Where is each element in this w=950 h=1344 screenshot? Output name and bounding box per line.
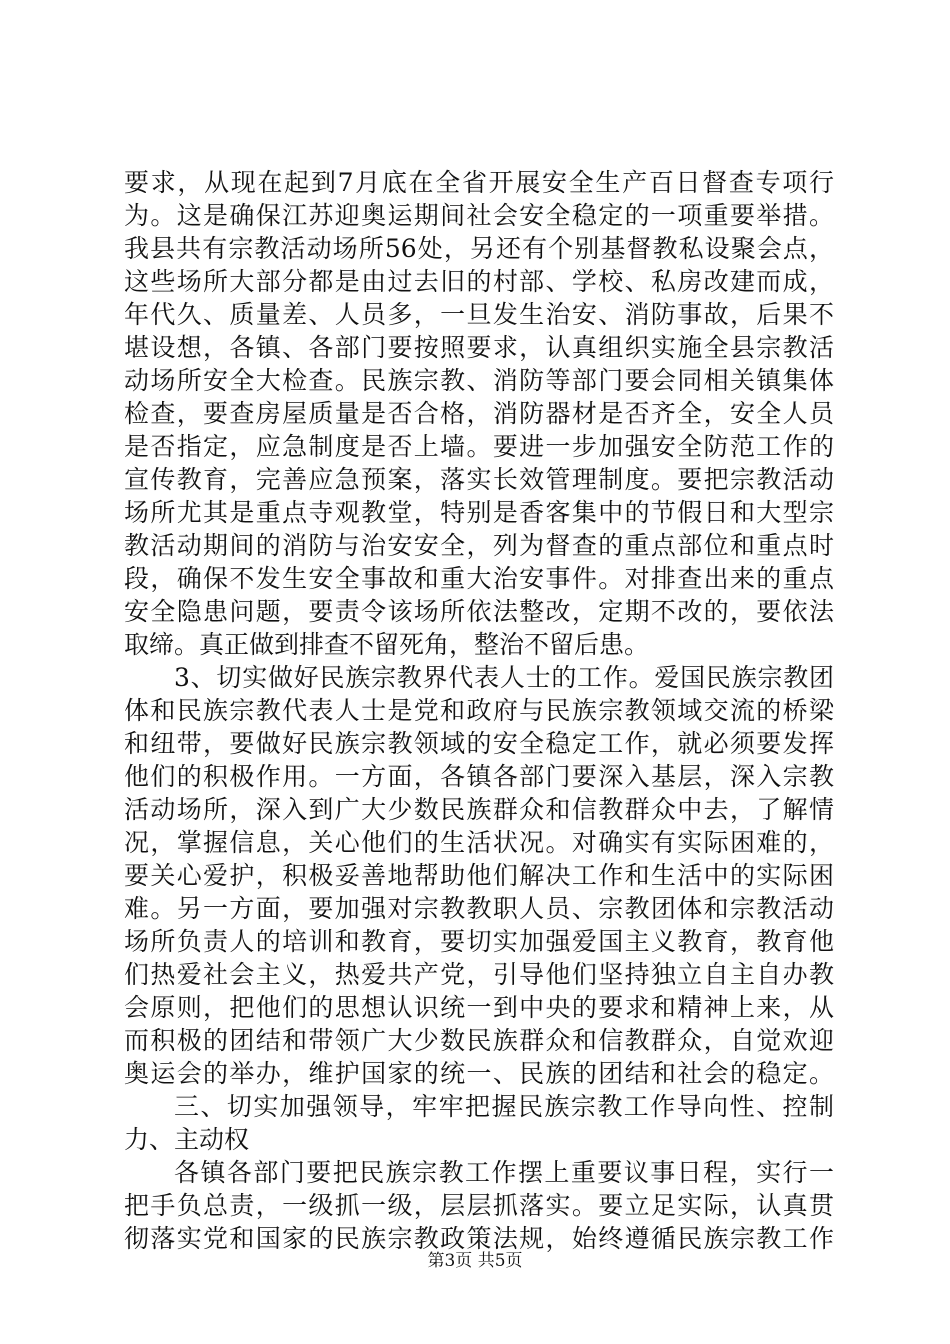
body-line: 而积极的团结和带领广大少数民族群众和信教群众，自觉欢迎 [124, 1026, 834, 1055]
body-line: 要关心爱护，积极妥善地帮助他们解决工作和生活中的实际困 [124, 861, 834, 890]
body-line: 堪设想，各镇、各部门要按照要求，认真组织实施全县宗教活 [124, 333, 834, 362]
paragraph-start-line: 各镇各部门要把民族宗教工作摆上重要议事日程，实行一 [174, 1158, 834, 1187]
body-line: 们热爱社会主义，热爱共产党，引导他们坚持独立自主自办教 [124, 960, 834, 989]
body-line: 年代久、质量差、人员多，一旦发生治安、消防事故，后果不 [124, 300, 834, 329]
body-line: 他们的积极作用。一方面，各镇各部门要深入基层，深入宗教 [124, 762, 834, 791]
body-line: 况，掌握信息，关心他们的生活状况。对确实有实际困难的， [124, 828, 834, 857]
body-line: 是否指定，应急制度是否上墙。要进一步加强安全防范工作的 [124, 432, 834, 461]
body-line: 教活动期间的消防与治安安全，列为督查的重点部位和重点时 [124, 531, 834, 560]
body-line: 取缔。真正做到排查不留死角，整治不留后患。 [124, 630, 650, 659]
body-line: 彻落实党和国家的民族宗教政策法规，始终遵循民族宗教工作 [124, 1224, 834, 1253]
body-line: 段，确保不发生安全事故和重大治安事件。对排查出来的重点 [124, 564, 834, 593]
body-line: 检查，要查房屋质量是否合格，消防器材是否齐全，安全人员 [124, 399, 834, 428]
body-line: 场所负责人的培训和教育，要切实加强爱国主义教育，教育他 [124, 927, 834, 956]
body-line: 把手负总责，一级抓一级，层层抓落实。要立足实际，认真贯 [124, 1191, 834, 1220]
body-line: 场所尤其是重点寺观教堂，特别是香客集中的节假日和大型宗 [124, 498, 834, 527]
section-heading-line: 力、主动权 [124, 1125, 250, 1154]
body-line: 体和民族宗教代表人士是党和政府与民族宗教领域交流的桥梁 [124, 696, 834, 725]
body-line: 为。这是确保江苏迎奥运期间社会安全稳定的一项重要举措。 [124, 201, 834, 230]
document-body [124, 166, 834, 1255]
body-line: 会原则，把他们的思想认识统一到中央的要求和精神上来，从 [124, 993, 834, 1022]
body-line: 要求，从现在起到7月底在全省开展安全生产百日督查专项行 [124, 168, 834, 197]
body-line: 这些场所大部分都是由过去旧的村部、学校、私房改建而成， [124, 267, 834, 296]
body-line: 和纽带，要做好民族宗教领域的安全稳定工作，就必须要发挥 [124, 729, 834, 758]
page-number-footer: 第3页 共5页 [427, 1251, 523, 1271]
body-line: 我县共有宗教活动场所56处，另还有个别基督教私设聚会点， [124, 234, 834, 263]
body-line: 动场所安全大检查。民族宗教、消防等部门要会同相关镇集体 [124, 366, 834, 395]
body-line: 奥运会的举办，维护国家的统一、民族的团结和社会的稳定。 [124, 1059, 834, 1088]
section-heading-line: 三、切实加强领导，牢牢把握民族宗教工作导向性、控制 [174, 1092, 834, 1121]
paragraph-start-line: 3、切实做好民族宗教界代表人士的工作。爱国民族宗教团 [174, 663, 834, 692]
body-line: 难。另一方面，要加强对宗教教职人员、宗教团体和宗教活动 [124, 894, 834, 923]
body-line: 宣传教育，完善应急预案，落实长效管理制度。要把宗教活动 [124, 465, 834, 494]
body-line: 活动场所，深入到广大少数民族群众和信教群众中去，了解情 [124, 795, 834, 824]
body-line: 安全隐患问题，要责令该场所依法整改，定期不改的，要依法 [124, 597, 834, 626]
